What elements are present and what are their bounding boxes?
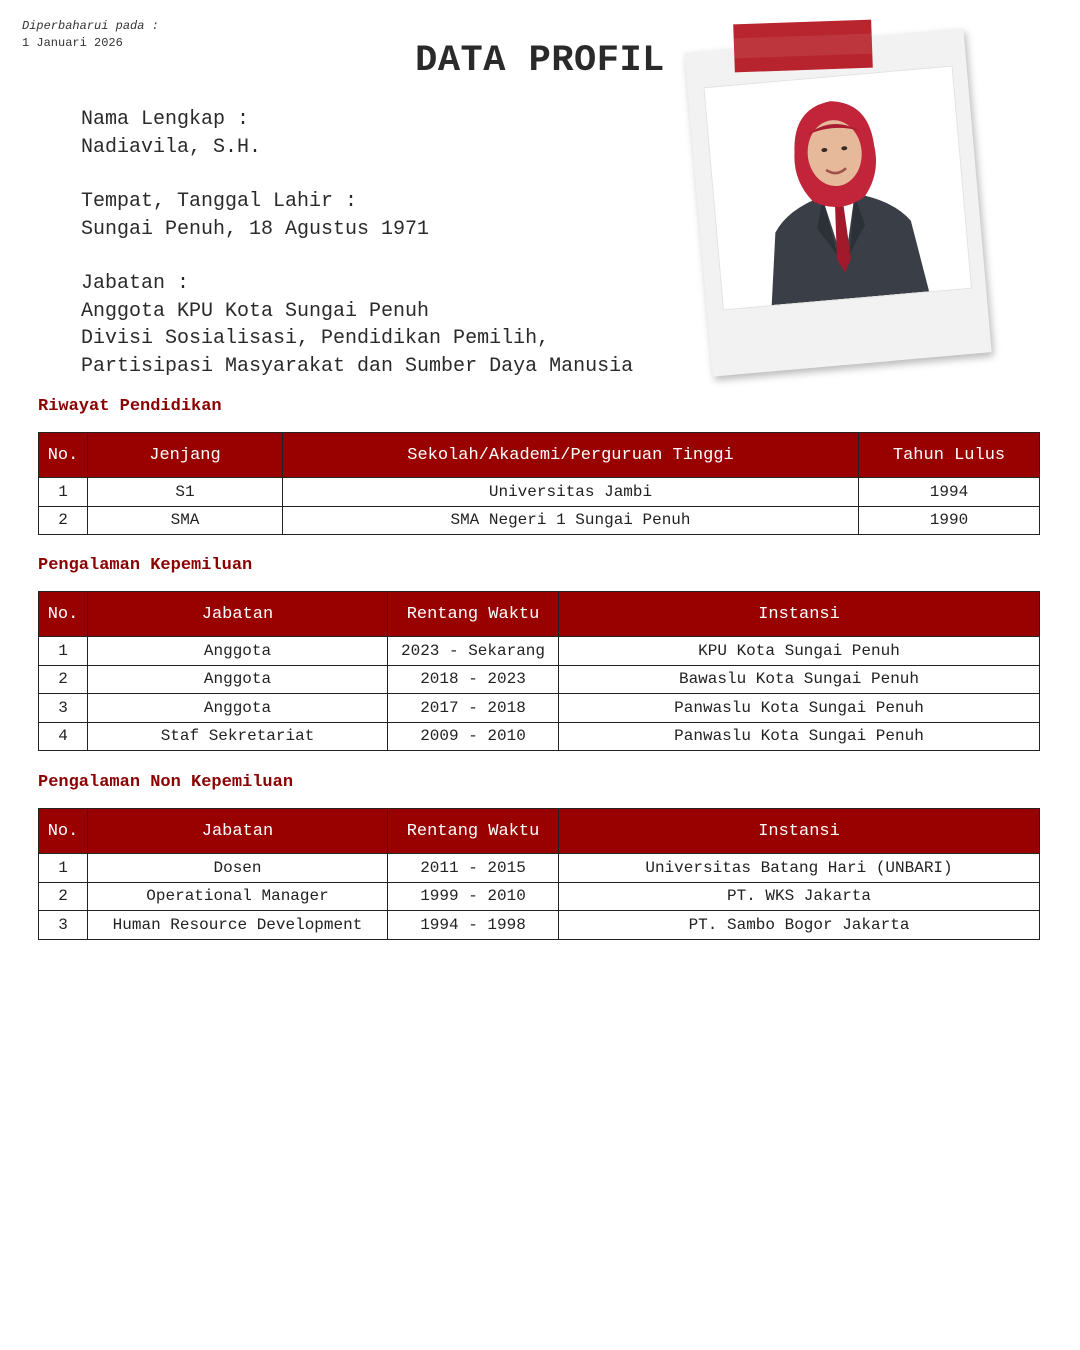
- table-cell: PT. WKS Jakarta: [559, 882, 1040, 911]
- column-header: No.: [39, 592, 88, 637]
- table-row: [39, 506, 1040, 535]
- column-header: Rentang Waktu: [388, 592, 559, 637]
- full-name: Nadiavila, S.H.: [81, 135, 262, 159]
- page-title: DATA PROFIL: [415, 40, 665, 82]
- updated-label: Diperbaharui pada :: [22, 19, 159, 33]
- table-cell: 3: [39, 911, 88, 940]
- table-row: [39, 911, 1040, 940]
- name-label: Nama Lengkap :: [81, 108, 250, 131]
- photo-frame: [684, 28, 991, 376]
- table-cell: PT. Sambo Bogor Jakarta: [559, 911, 1040, 940]
- table-cell: 2023 - Sekarang: [388, 637, 559, 666]
- table-cell: Operational Manager: [88, 882, 388, 911]
- birth-label: Tempat, Tanggal Lahir :: [81, 190, 358, 213]
- table-cell: 2018 - 2023: [388, 665, 559, 694]
- table-cell: 2: [39, 665, 88, 694]
- table-row: [39, 665, 1040, 694]
- table-cell: KPU Kota Sungai Penuh: [559, 637, 1040, 666]
- electoral-table: [38, 591, 1040, 751]
- nonelectoral-table: [38, 808, 1040, 940]
- table-cell: 2: [39, 882, 88, 911]
- table-row: [39, 722, 1040, 751]
- table-cell: Panwaslu Kota Sungai Penuh: [559, 694, 1040, 723]
- table-cell: 1999 - 2010: [388, 882, 559, 911]
- table-row: [39, 637, 1040, 666]
- education-section-title: Riwayat Pendidikan: [38, 397, 222, 416]
- column-header: Rentang Waktu: [388, 809, 559, 854]
- column-header: Jabatan: [88, 809, 388, 854]
- position-line: Partisipasi Masyarakat dan Sumber Daya Manusia: [81, 354, 634, 378]
- column-header: Instansi: [559, 809, 1040, 854]
- table-header-row: [39, 592, 1040, 637]
- table-cell: 1: [39, 854, 88, 883]
- table-cell: 1: [39, 637, 88, 666]
- table-cell: 1: [39, 478, 88, 507]
- table-row: [39, 478, 1040, 507]
- table-cell: Panwaslu Kota Sungai Penuh: [559, 722, 1040, 751]
- column-header: Jabatan: [88, 592, 388, 637]
- table-row: [39, 854, 1040, 883]
- position-line: Anggota KPU Kota Sungai Penuh: [81, 299, 430, 323]
- education-table: [38, 432, 1040, 535]
- table-cell: 1994: [859, 478, 1040, 507]
- table-cell: Anggota: [88, 694, 388, 723]
- table-cell: Dosen: [88, 854, 388, 883]
- table-cell: Staf Sekretariat: [88, 722, 388, 751]
- table-cell: 2009 - 2010: [388, 722, 559, 751]
- table-header-row: [39, 433, 1040, 478]
- table-cell: 2011 - 2015: [388, 854, 559, 883]
- table-cell: SMA Negeri 1 Sungai Penuh: [283, 506, 859, 535]
- column-header: Instansi: [559, 592, 1040, 637]
- position-line: Divisi Sosialisasi, Pendidikan Pemilih,: [81, 327, 550, 350]
- position-label: Jabatan :: [81, 272, 190, 295]
- table-header-row: [39, 809, 1040, 854]
- table-cell: Anggota: [88, 665, 388, 694]
- table-cell: Human Resource Development: [88, 911, 388, 940]
- table-cell: S1: [88, 478, 283, 507]
- column-header: No.: [39, 433, 88, 478]
- table-cell: 1994 - 1998: [388, 911, 559, 940]
- tape-decoration: [733, 20, 873, 73]
- column-header: Tahun Lulus: [859, 433, 1040, 478]
- table-cell: Universitas Jambi: [283, 478, 859, 507]
- table-cell: 2017 - 2018: [388, 694, 559, 723]
- electoral-section-title: Pengalaman Kepemiluan: [38, 556, 253, 575]
- profile-info: [81, 106, 633, 380]
- table-row: [39, 882, 1040, 911]
- table-cell: 1990: [859, 506, 1040, 535]
- table-cell: Anggota: [88, 637, 388, 666]
- portrait-photo-icon: [705, 67, 971, 310]
- table-row: [39, 694, 1040, 723]
- table-cell: SMA: [88, 506, 283, 535]
- column-header: No.: [39, 809, 88, 854]
- table-cell: Bawaslu Kota Sungai Penuh: [559, 665, 1040, 694]
- column-header: Sekolah/Akademi/Perguruan Tinggi: [283, 433, 859, 478]
- updated-date: 1 Januari 2026: [22, 36, 123, 50]
- table-cell: Universitas Batang Hari (UNBARI): [559, 854, 1040, 883]
- table-cell: 2: [39, 506, 88, 535]
- nonelectoral-section-title: Pengalaman Non Kepemiluan: [38, 773, 294, 792]
- birth-place-date: Sungai Penuh, 18 Agustus 1971: [81, 217, 430, 241]
- table-cell: 3: [39, 694, 88, 723]
- column-header: Jenjang: [88, 433, 283, 478]
- table-cell: 4: [39, 722, 88, 751]
